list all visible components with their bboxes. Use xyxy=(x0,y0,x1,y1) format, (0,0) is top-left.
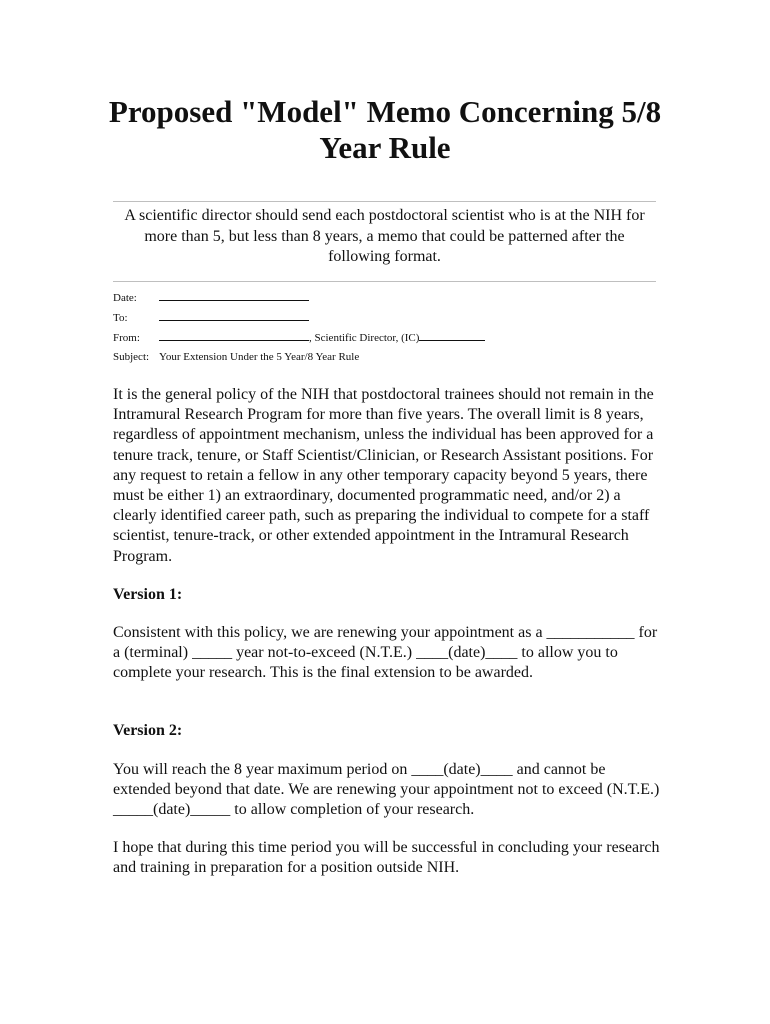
subject-label: Subject: xyxy=(113,351,150,364)
intro-paragraph: A scientific director should send each postdoctoral scientist who is at the NIH for more than 5, but less than 8 years, a memo that could be patterned after the following format. xyxy=(124,207,645,265)
from-label: From: xyxy=(113,331,140,344)
from-title-text: , Scientific Director, (IC) xyxy=(309,331,420,344)
from-name-blank xyxy=(159,330,309,341)
date-label: Date: xyxy=(113,292,137,304)
date-blank xyxy=(159,290,309,301)
document-title: Proposed "Model" Memo Concerning 5/8 Year Rule xyxy=(108,94,662,165)
version-2-paragraph: You will reach the 8 year maximum period on ____(date)____ and cannot be extended beyond that date. We are renewing your appointment not to exceed (N.T.E.) _____(date)_____ to allow completion of your research. xyxy=(113,761,660,819)
to-field-row xyxy=(113,309,485,329)
from-field-row xyxy=(113,329,485,349)
top-divider xyxy=(113,201,656,202)
closing-paragraph: I hope that during this time period you will be successful in concluding your research and training in preparation for a position outside NIH. xyxy=(113,839,660,877)
bottom-divider xyxy=(113,281,656,282)
version-1-paragraph: Consistent with this policy, we are renewing your appointment as a ___________ for a (terminal) _____ year not-to-exceed (N.T.E.) ____(date)____ to allow you to complete your research. This is the final extension to be awarded. xyxy=(113,624,658,682)
version-1-heading: Version 1: xyxy=(113,586,183,603)
memo-header-fields xyxy=(113,289,485,368)
from-ic-blank xyxy=(419,330,485,341)
subject-field-row xyxy=(113,348,485,368)
to-label: To: xyxy=(113,311,128,324)
subject-value: Your Extension Under the 5 Year/8 Year Rule xyxy=(159,351,360,364)
policy-paragraph: It is the general policy of the NIH that postdoctoral trainees should not remain in the Intramural Research Program for more than five years. The overall limit is 8 years, regardless of appointment mechanism, unless the individual has been approved for a tenure track, tenure, or Staff Scientist/Clinician, or Research Assistant positions. For any request to retain a fellow in any other temporary capacity beyond 5 years, there must be either 1) an extraordinary, documented programmatic need, and/or 2) a clearly identified career path, such as preparing the individual to compete for a staff scientist, tenure-track, or other extended appointment in the Intramural Research Program. xyxy=(113,386,654,565)
version-2-heading: Version 2: xyxy=(113,722,183,739)
to-blank xyxy=(159,310,309,321)
date-field-row xyxy=(113,289,485,309)
